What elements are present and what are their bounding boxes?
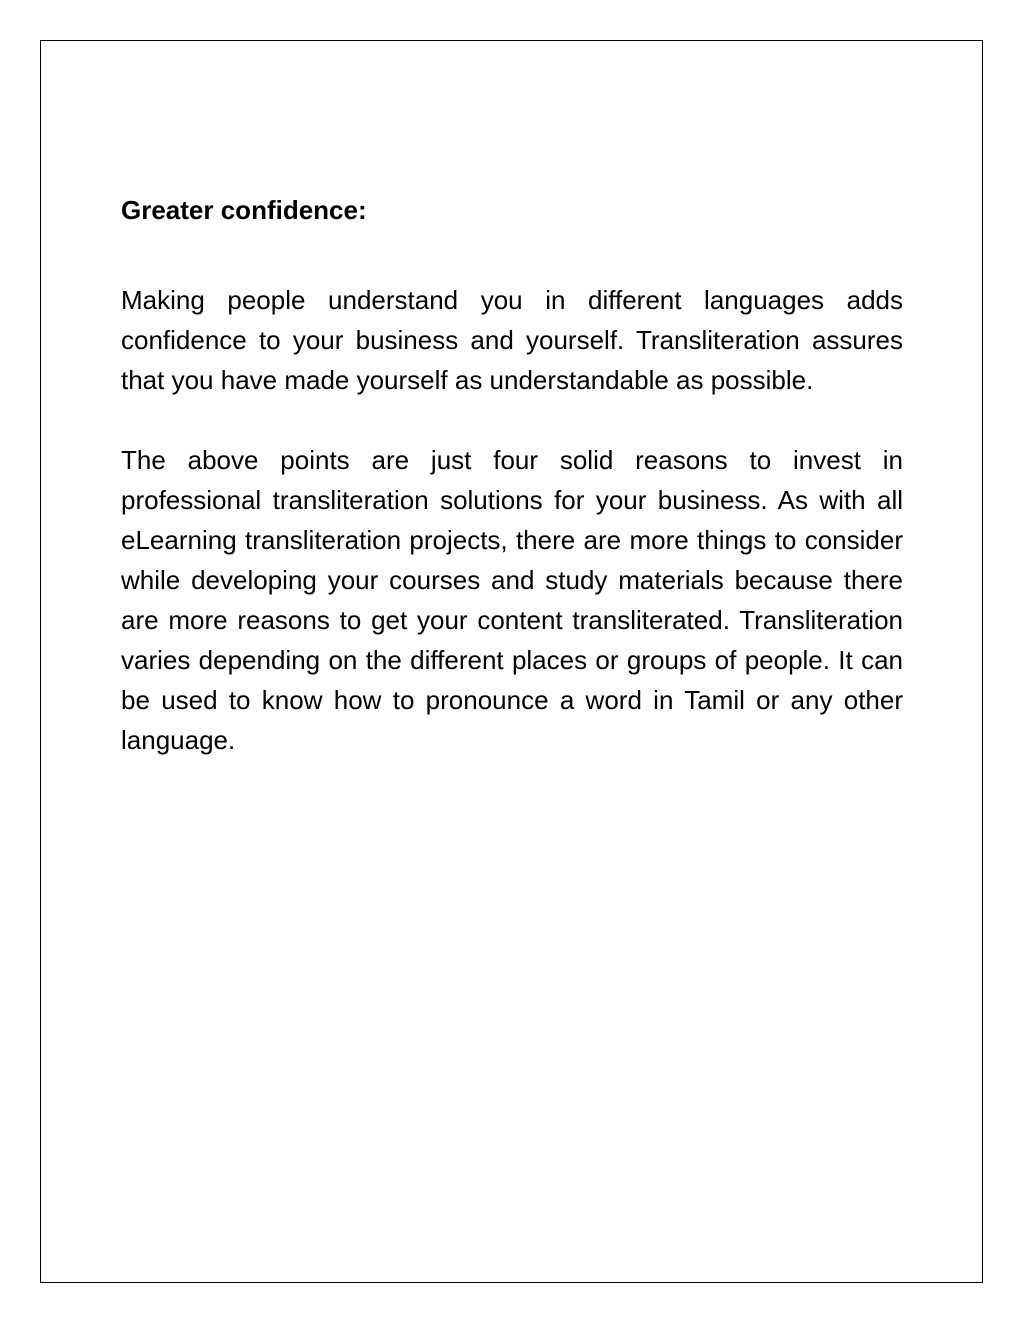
document-body: [121, 190, 903, 800]
section-heading: Greater confidence:: [121, 195, 367, 225]
paragraph-reasons: The above points are just four solid reasons to invest in professional transliteration solutions for your business. As with all eLearning transliteration projects, there are more things to consider while developing your courses and study materials because there are more reasons to get your content transliterated. Transliteration varies depending on the different places or groups of people. It can be used to know how to pronounce a word in Tamil or any other language.: [121, 445, 903, 755]
paragraph-confidence: Making people understand you in different languages adds confidence to your business and yourself. Transliteration assures that you have made yourself as understandable as possible.: [121, 285, 903, 395]
